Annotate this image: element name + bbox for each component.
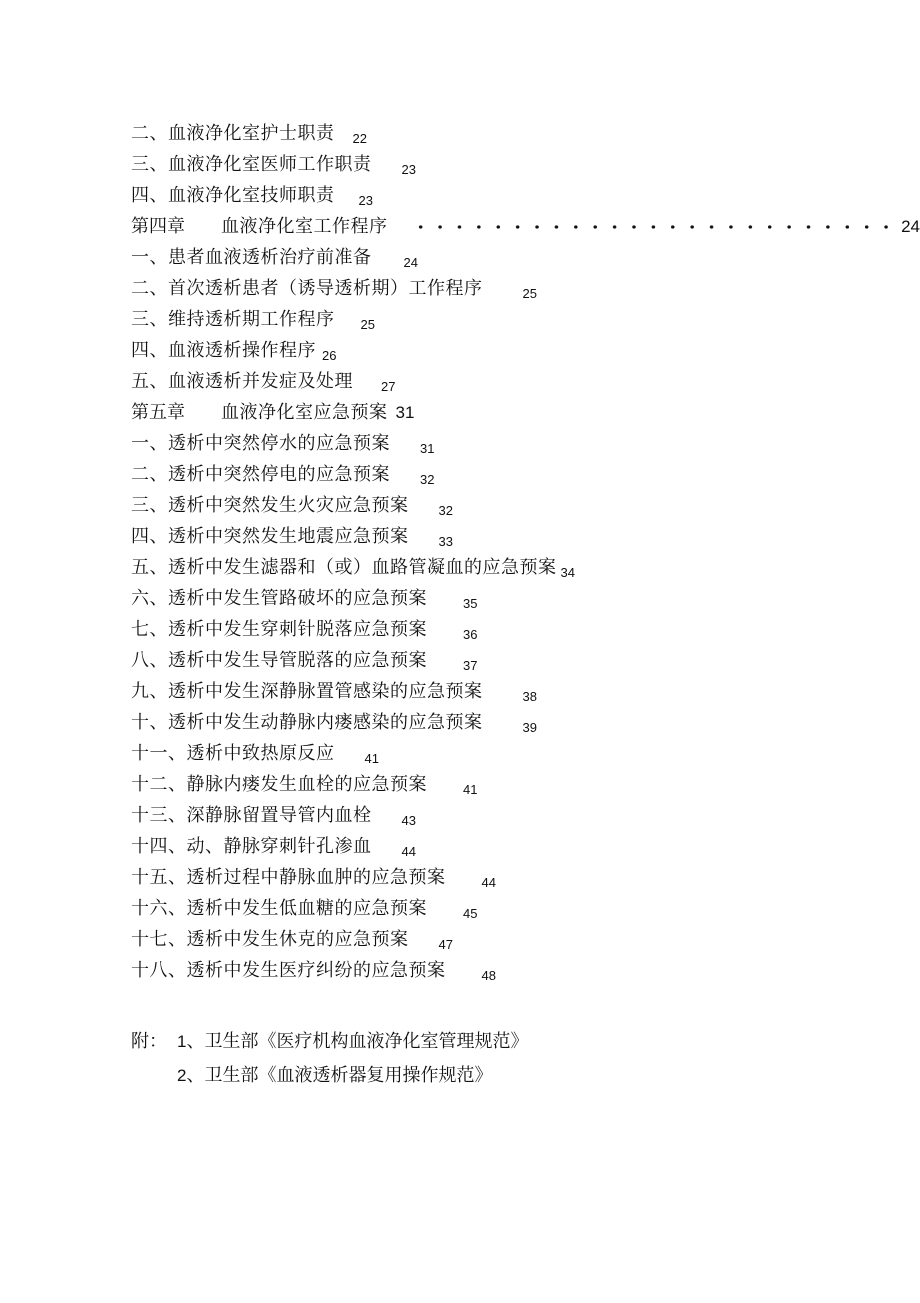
toc-entry <box>131 583 920 614</box>
toc-entry-title: 五、透析中发生滤器和（或）血路管凝血的应急预案 <box>131 557 557 578</box>
toc-entry-title: 三、维持透析期工作程序 <box>131 309 335 330</box>
chapter-page: 24 <box>901 217 920 236</box>
toc-entry-title: 十二、静脉内瘘发生血栓的应急预案 <box>131 774 427 795</box>
appendix-item-text: 、卫生部《血液透析器复用操作规范》 <box>186 1065 493 1086</box>
appendix-item <box>131 1026 891 1058</box>
toc-entry-title: 四、血液透析操作程序 <box>131 340 316 361</box>
toc-entry-page: 32 <box>438 503 453 518</box>
toc-entry-title: 十七、透析中发生休克的应急预案 <box>131 929 409 950</box>
toc-entry <box>131 304 920 335</box>
toc-entry <box>131 428 920 459</box>
toc-entry-title: 三、血液净化室医师工作职责 <box>131 154 372 175</box>
toc-entry <box>131 676 920 707</box>
toc-entry <box>131 521 920 552</box>
toc-entry-page: 48 <box>481 968 496 983</box>
appendix <box>131 1026 891 1092</box>
toc-entry-title: 七、透析中发生穿刺针脱落应急预案 <box>131 619 427 640</box>
toc-entry-page: 24 <box>403 255 418 270</box>
toc-chapter-5 <box>131 397 920 428</box>
toc-entry <box>131 645 920 676</box>
toc-entry-page: 31 <box>420 441 435 456</box>
chapter-number: 第五章 <box>131 402 185 423</box>
toc-entry-page: 34 <box>560 565 575 580</box>
appendix-item-text: 、卫生部《医疗机构血液净化室管理规范》 <box>186 1031 529 1052</box>
toc-chapter-4 <box>131 211 920 242</box>
toc-entry-page: 22 <box>352 131 367 146</box>
toc-entry-page: 41 <box>364 751 379 766</box>
toc-entry <box>131 118 920 149</box>
toc-entry-page: 44 <box>401 844 416 859</box>
toc-entry <box>131 335 920 366</box>
toc-entry <box>131 149 920 180</box>
toc-entry <box>131 862 920 893</box>
toc-entry <box>131 924 920 955</box>
toc-entry-title: 十一、透析中致热原反应 <box>131 743 335 764</box>
toc-entry-page: 35 <box>463 596 478 611</box>
toc-entry <box>131 893 920 924</box>
dot-leader <box>411 225 898 229</box>
chapter-number: 第四章 <box>131 216 185 237</box>
toc-entry-page: 41 <box>463 782 478 797</box>
toc-entry-title: 二、血液净化室护士职责 <box>131 123 335 144</box>
toc-entry-page: 39 <box>522 720 537 735</box>
toc-entry <box>131 738 920 769</box>
toc-entry-title: 十三、深静脉留置导管内血栓 <box>131 805 372 826</box>
toc-entry-title: 三、透析中突然发生火灾应急预案 <box>131 495 409 516</box>
chapter-page: 31 <box>395 403 415 422</box>
toc-entry-title: 十四、动、静脉穿刺针孔渗血 <box>131 836 372 857</box>
toc-entry <box>131 180 920 211</box>
toc-entry-title: 五、血液透析并发症及处理 <box>131 371 353 392</box>
toc-entry-page: 44 <box>481 875 496 890</box>
toc-entry-title: 十六、透析中发生低血糖的应急预案 <box>131 898 427 919</box>
toc-entry-title: 二、透析中突然停电的应急预案 <box>131 464 390 485</box>
toc-entry-title: 一、患者血液透析治疗前准备 <box>131 247 372 268</box>
appendix-item-number: 1 <box>177 1032 187 1051</box>
toc-entry-page: 26 <box>322 348 337 363</box>
toc-entry-title: 四、透析中突然发生地震应急预案 <box>131 526 409 547</box>
toc-entry-page: 43 <box>401 813 416 828</box>
toc-entry-title: 十、透析中发生动静脉内瘘感染的应急预案 <box>131 712 483 733</box>
toc-entry-title: 二、首次透析患者（诱导透析期）工作程序 <box>131 278 483 299</box>
toc-entry-page: 23 <box>358 193 373 208</box>
toc-entry <box>131 459 920 490</box>
toc-entry-title: 八、透析中发生导管脱落的应急预案 <box>131 650 427 671</box>
toc-entry <box>131 955 920 986</box>
toc-entry-title: 四、血液净化室技师职责 <box>131 185 335 206</box>
appendix-item <box>131 1060 891 1092</box>
toc-entry-page: 25 <box>360 317 375 332</box>
toc-entry-page: 45 <box>463 906 478 921</box>
chapter-title: 血液净化室工作程序 <box>221 216 388 237</box>
toc-entry <box>131 614 920 645</box>
appendix-item-number: 2 <box>177 1066 187 1085</box>
toc-entry <box>131 552 920 583</box>
toc-entry-title: 十八、透析中发生医疗纠纷的应急预案 <box>131 960 446 981</box>
toc-entry <box>131 490 920 521</box>
toc-entry <box>131 366 920 397</box>
toc-entry-title: 六、透析中发生管路破坏的应急预案 <box>131 588 427 609</box>
toc-entry <box>131 242 920 273</box>
toc-entry-title: 十五、透析过程中静脉血肿的应急预案 <box>131 867 446 888</box>
toc-entry-page: 37 <box>463 658 478 673</box>
toc-entry-page: 32 <box>420 472 435 487</box>
toc-entry-page: 23 <box>401 162 416 177</box>
appendix-label: 附： <box>131 1031 167 1052</box>
toc-entry-title: 九、透析中发生深静脉置管感染的应急预案 <box>131 681 483 702</box>
toc-entry <box>131 831 920 862</box>
toc-entry <box>131 769 920 800</box>
toc-entry-title: 一、透析中突然停水的应急预案 <box>131 433 390 454</box>
chapter-title: 血液净化室应急预案 <box>221 402 388 423</box>
table-of-contents <box>131 118 920 986</box>
toc-entry-page: 47 <box>438 937 453 952</box>
toc-entry <box>131 800 920 831</box>
toc-entry-page: 25 <box>522 286 537 301</box>
toc-entry <box>131 273 920 304</box>
toc-entry-page: 33 <box>438 534 453 549</box>
toc-entry <box>131 707 920 738</box>
toc-entry-page: 38 <box>522 689 537 704</box>
toc-entry-page: 27 <box>381 379 396 394</box>
toc-entry-page: 36 <box>463 627 478 642</box>
